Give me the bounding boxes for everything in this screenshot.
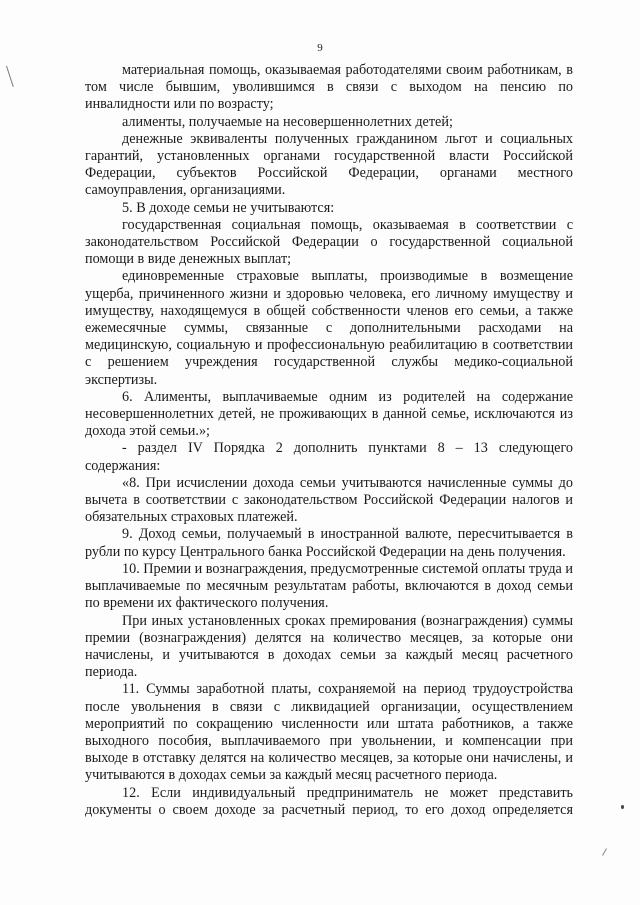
paragraph-state-social-aid: государственная социальная помощь, оказываемая в соответствии с законодательством Российской Федерации о государственной социальной помощи в виде денежных выплат;	[85, 216, 573, 268]
paragraph-item-10: 10. Премии и вознаграждения, предусмотренные системой оплаты труда и выплачиваемые по месячным результатам работы, включаются в доход семьи по времени их фактического получения.	[85, 560, 573, 612]
paragraph-material-aid: материальная помощь, оказываемая работодателями своим работникам, в том числе бывшим, уволившимся в связи с выходом на пенсию по инвалидности или по возрасту;	[85, 62, 573, 113]
paragraph-item-9: 9. Доход семьи, получаемый в иностранной валюте, пересчитывается в рубли по курсу Центрального банка Российской Федерации на день получения.	[85, 526, 573, 560]
document-body	[85, 62, 573, 819]
scan-artifact-stroke	[602, 848, 607, 855]
paragraph-item-6: 6. Алименты, выплачиваемые одним из родителей на содержание несовершеннолетних детей, не проживающих в данной семье, исключаются из дохода этой семьи.»;	[85, 388, 573, 440]
scan-artifact-left	[6, 63, 23, 87]
paragraph-item-12: 12. Если индивидуальный предприниматель не может представить документы о своем доходе за расчетный период, то его доход определяется	[85, 784, 573, 818]
paragraph-item-5: 5. В доходе семьи не учитываются:	[122, 199, 335, 216]
paragraph-other-bonus-terms: При иных установленных сроках премирования (вознаграждения) суммы премии (вознаграждения) делятся на количество месяцев, за которые они начислены, и учитываются в доходах семьи за каждый месяц расчетного периода.	[85, 612, 573, 681]
paragraph-monetary-equivalents: денежные эквиваленты полученных гражданином льгот и социальных гарантий, установленных органами государственной власти Российской Федерации, субъектов Российской Федерации, органами местного самоуправления, организациями.	[85, 130, 573, 199]
paragraph-alimony-received: алименты, получаемые на несовершеннолетних детей;	[122, 113, 453, 130]
scan-artifact-dot	[621, 805, 624, 809]
paragraph-section-iv: - раздел IV Порядка 2 дополнить пунктами 8 – 13 следующего содержания:	[85, 440, 573, 474]
paragraph-item-11: 11. Суммы заработной платы, сохраняемой на период трудоустройства после увольнения в связи с ликвидацией организации, осуществлением мероприятий по сокращению численности или штата работников, а также выходного пособия, выплачиваемого при увольнении, и компенсации при выходе в отставку делятся на количество месяцев, за которые они начислены, и учитываются в доходах семьи за каждый месяц расчетного периода.	[85, 681, 573, 784]
paragraph-insurance-payments: единовременные страховые выплаты, производимые в возмещение ущерба, причиненного жизни и здоровью человека, его личному имуществу и имуществу, находящемуся в общей собственности членов его семьи, а также ежемесячные суммы, связанные с дополнительными расходами на медицинскую, социальную и профессиональную реабилитацию в соответствии с решением учреждения государственной службы медико-социальной экспертизы.	[85, 268, 573, 388]
page-number: 9	[317, 42, 323, 54]
paragraph-item-8: «8. При исчислении дохода семьи учитываются начисленные суммы до вычета в соответствии с законодательством Российской Федерации налогов и обязательных страховых платежей.	[85, 474, 573, 526]
